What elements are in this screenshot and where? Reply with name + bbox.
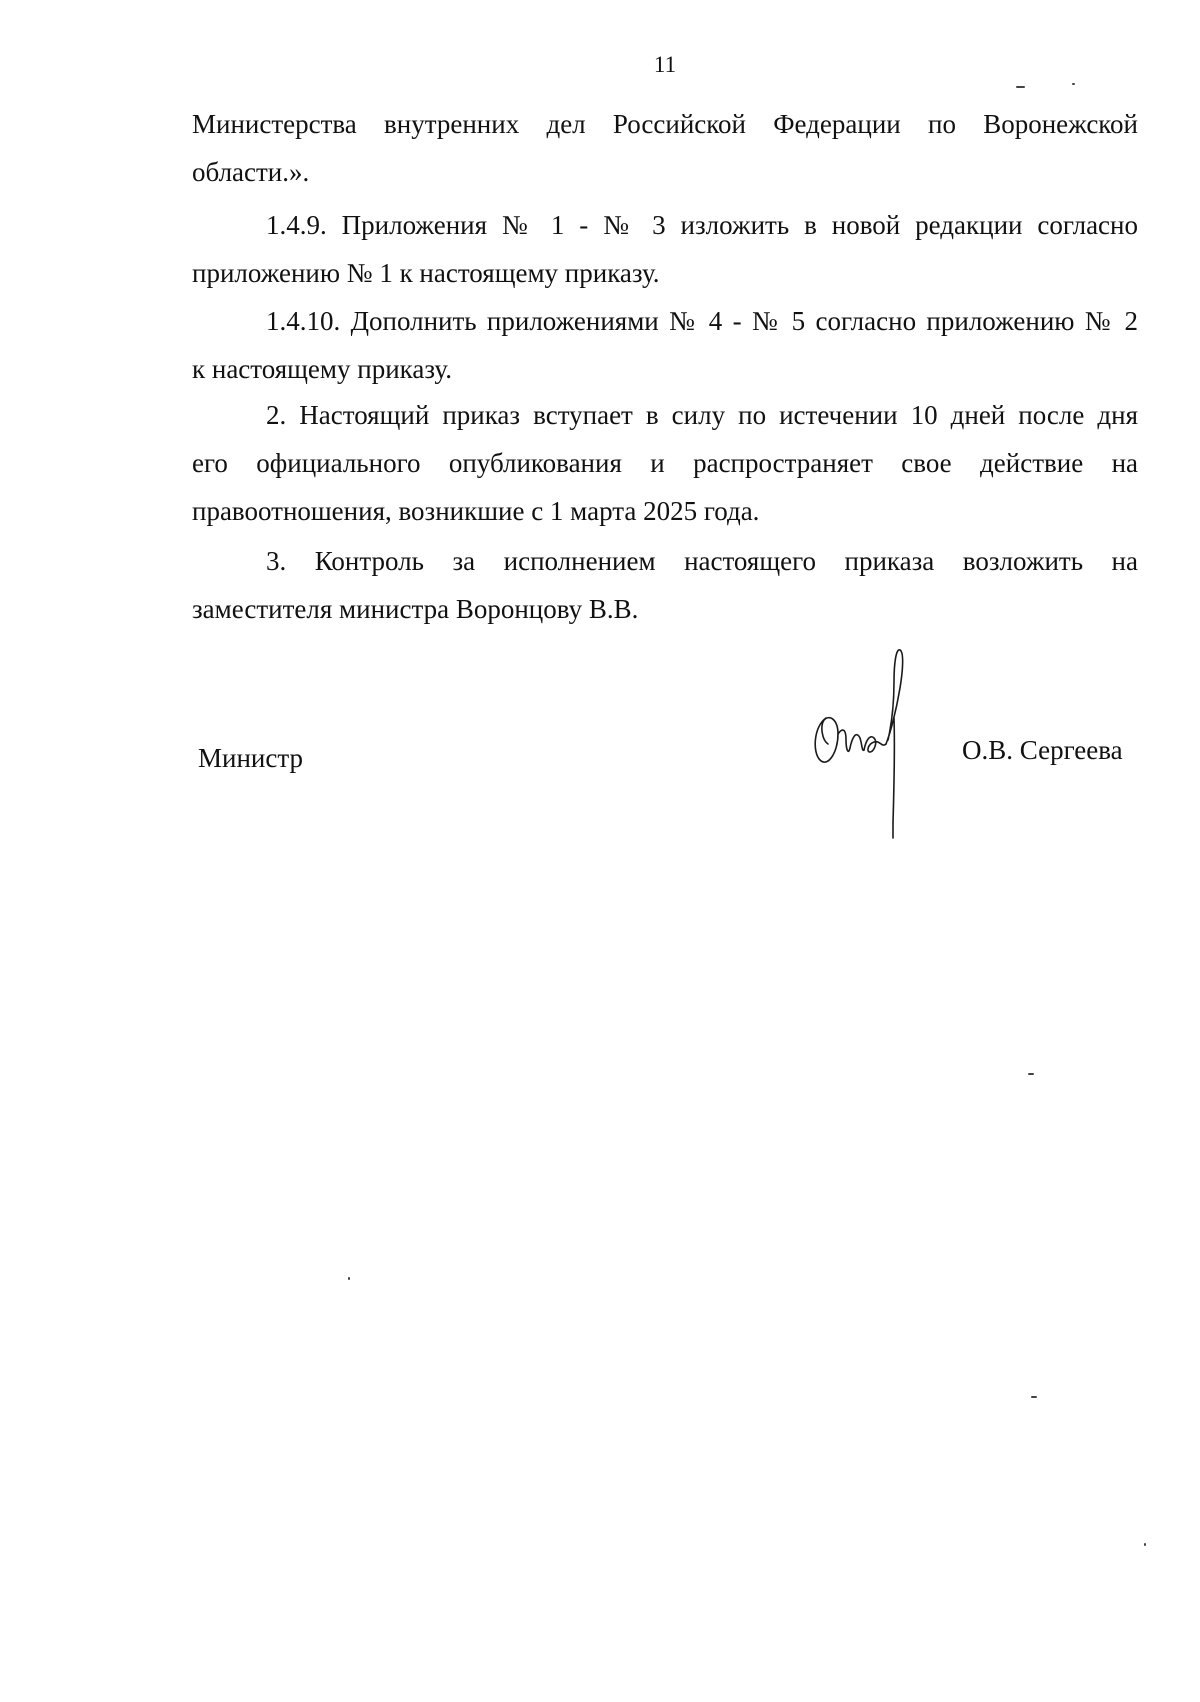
- paragraph-ministry-continuation: [192, 100, 1138, 196]
- paragraph-line: его официального опубликования и распространяет свое действие на: [192, 448, 1138, 478]
- scan-speck: [348, 1277, 350, 1280]
- scan-speck: [1144, 1543, 1146, 1546]
- signature-block: [0, 735, 1200, 795]
- paragraph-line: 1.4.9. Приложения № 1 - № 3 изложить в новой редакции согласно: [266, 210, 1138, 240]
- paragraph-line: приложению № 1 к настоящему приказу.: [192, 258, 660, 288]
- scan-speck: [1016, 86, 1025, 88]
- paragraph-line: 2. Настоящий приказ вступает в силу по истечении 10 дней после дня: [266, 400, 1138, 430]
- paragraph-line: правоотношения, возникшие с 1 марта 2025 года.: [192, 496, 760, 526]
- handwritten-signature: [808, 648, 958, 848]
- paragraph-item-1-4-10: [192, 297, 1138, 393]
- signatory-name: О.В. Сергеева: [962, 735, 1123, 765]
- signatory-title: Министр: [198, 743, 303, 773]
- scan-speck: [1028, 1073, 1034, 1075]
- paragraph-item-3: [192, 537, 1138, 633]
- scan-speck: [1072, 83, 1075, 85]
- paragraph-item-1-4-9: [192, 201, 1138, 297]
- paragraph-line: Министерства внутренних дел Российской Федерации по Воронежской: [192, 109, 1138, 139]
- paragraph-line: 3. Контроль за исполнением настоящего приказа возложить на: [266, 546, 1138, 576]
- paragraph-line: области.».: [192, 157, 310, 187]
- paragraph-line: заместителя министра Воронцову В.В.: [192, 594, 639, 624]
- paragraph-line: 1.4.10. Дополнить приложениями № 4 - № 5 согласно приложению № 2: [266, 306, 1138, 336]
- paragraph-item-2: [192, 391, 1138, 535]
- page-number: 11: [653, 52, 677, 77]
- scan-speck: [1031, 1396, 1037, 1398]
- paragraph-line: к настоящему приказу.: [192, 354, 452, 384]
